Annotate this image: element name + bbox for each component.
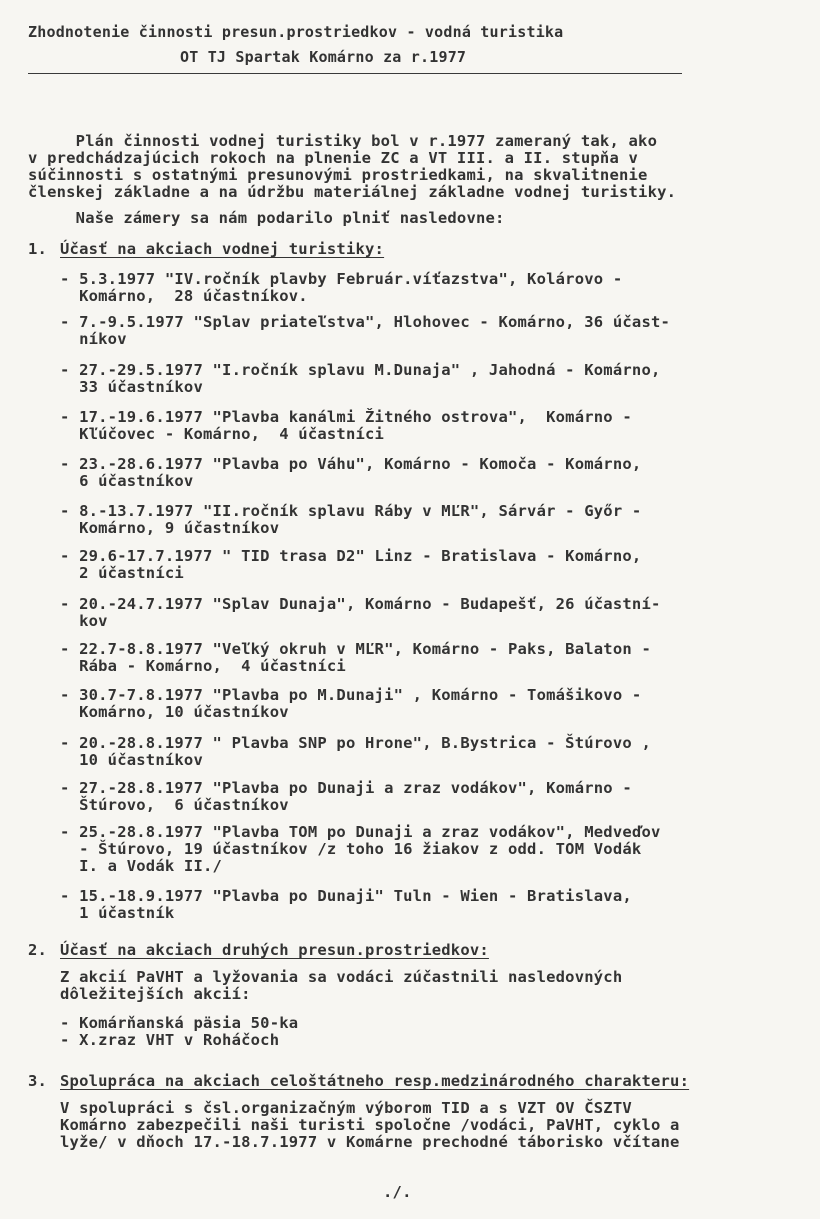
list-item-line: - 29.6-17.7.1977 " TID trasa D2" Linz - Bratislava - Komárno, — [60, 547, 642, 565]
intro-line: členskej základne a na údržbu materiálnej základne vodnej turistiky. — [28, 183, 677, 201]
list-item-line: - 20.-24.7.1977 "Splav Dunaja", Komárno - Budapešť, 26 účastní- — [60, 595, 661, 613]
list-item-line: I. a Vodák II./ — [60, 857, 223, 875]
section-3-line: lyže/ v dňoch 17.-18.7.1977 v Komárne prechodné táborisko včítane — [60, 1133, 680, 1151]
list-item-line: - 22.7-8.8.1977 "Veľký okruh v MĽR", Komárno - Paks, Balaton - — [60, 640, 651, 658]
list-item-line: - 5.3.1977 "IV.ročník plavby Február.víťazstva", Kolárovo - — [60, 270, 623, 288]
list-item-line: - 15.-18.9.1977 "Plavba po Dunaji" Tuln - Wien - Bratislava, — [60, 887, 632, 905]
list-item-line: - 25.-28.8.1977 "Plavba TOM po Dunaji a zraz vodákov", Medveďov — [60, 823, 661, 841]
section-2-number: 2. — [28, 941, 48, 959]
list-item-line: Komárno, 9 účastníkov — [60, 519, 280, 537]
header-line-2: OT TJ Spartak Komárno za r.1977 — [180, 48, 467, 66]
list-item-line: - 23.-28.6.1977 "Plavba po Váhu", Komárno - Komoča - Komárno, — [60, 455, 642, 473]
section-2-list-item: - Komárňanská päsia 50-ka — [60, 1014, 299, 1032]
list-item-line: - 7.-9.5.1977 "Splav priateľstva", Hlohovec - Komárno, 36 účast- — [60, 313, 671, 331]
list-item-line: - 30.7-7.8.1977 "Plavba po M.Dunaji" , Komárno - Tomášikovo - — [60, 686, 642, 704]
section-2-line: Z akcií PaVHT a lyžovania sa vodáci zúčastnili nasledovných — [60, 968, 623, 986]
section-3-title: Spolupráca na akciach celoštátneho resp.medzinárodného charakteru: — [60, 1072, 690, 1090]
section-3-number: 3. — [28, 1072, 48, 1090]
page-continuation-mark: ./. — [383, 1183, 412, 1201]
section-1-title: Účasť na akciach vodnej turistiky: — [60, 240, 385, 258]
section-2-line: dôležitejších akcií: — [60, 985, 251, 1003]
section-2-title: Účasť na akciach druhých presun.prostriedkov: — [60, 941, 489, 959]
intro-tail: Naše zámery sa nám podarilo plniť nasledovne: — [28, 209, 505, 227]
list-item-line: - 27.-29.5.1977 "I.ročník splavu M.Dunaja" , Jahodná - Komárno, — [60, 361, 661, 379]
list-item-line: 10 účastníkov — [60, 751, 203, 769]
list-item-line: Štúrovo, 6 účastníkov — [60, 796, 289, 814]
list-item-line: níkov — [60, 330, 127, 348]
list-item-line: Kľúčovec - Komárno, 4 účastníci — [60, 425, 385, 443]
header-line-1: Zhodnotenie činnosti presun.prostriedkov - vodná turistika — [28, 23, 564, 41]
list-item-line: - 20.-28.8.1977 " Plavba SNP po Hrone", B.Bystrica - Štúrovo , — [60, 734, 651, 752]
list-item-line: 1 účastník — [60, 904, 175, 922]
section-2-list-item: - X.zraz VHT v Roháčoch — [60, 1031, 280, 1049]
list-item-line: Komárno, 28 účastníkov. — [60, 287, 308, 305]
list-item-line: - 27.-28.8.1977 "Plavba po Dunaji a zraz vodákov", Komárno - — [60, 779, 632, 797]
section-3-line: Komárno zabezpečili naši turisti spoločne /vodáci, PaVHT, cyklo a — [60, 1116, 680, 1134]
intro-line: súčinnosti s ostatnými presunovými prostriedkami, na skvalitnenie — [28, 166, 648, 184]
header-rule — [28, 73, 682, 74]
list-item-line: - 8.-13.7.1977 "II.ročník splavu Ráby v MĽR", Sárvár - Győr - — [60, 502, 642, 520]
list-item-line: 33 účastníkov — [60, 378, 203, 396]
list-item-line: Rába - Komárno, 4 účastníci — [60, 657, 346, 675]
section-1-number: 1. — [28, 240, 48, 258]
list-item-line: 2 účastníci — [60, 564, 184, 582]
list-item-line: - Štúrovo, 19 účastníkov /z toho 16 žiakov z odd. TOM Vodák — [60, 840, 642, 858]
list-item-line: kov — [60, 612, 108, 630]
list-item-line: 6 účastníkov — [60, 472, 194, 490]
list-item-line: - 17.-19.6.1977 "Plavba kanálmi Žitného ostrova", Komárno - — [60, 408, 632, 426]
intro-line: v predchádzajúcich rokoch na plnenie ZC a VT III. a II. stupňa v — [28, 149, 639, 167]
list-item-line: Komárno, 10 účastníkov — [60, 703, 289, 721]
section-3-line: V spolupráci s čsl.organizačným výborom TID a s VZT OV ČSZTV — [60, 1099, 632, 1117]
intro-line: Plán činnosti vodnej turistiky bol v r.1977 zameraný tak, ako — [28, 132, 658, 150]
